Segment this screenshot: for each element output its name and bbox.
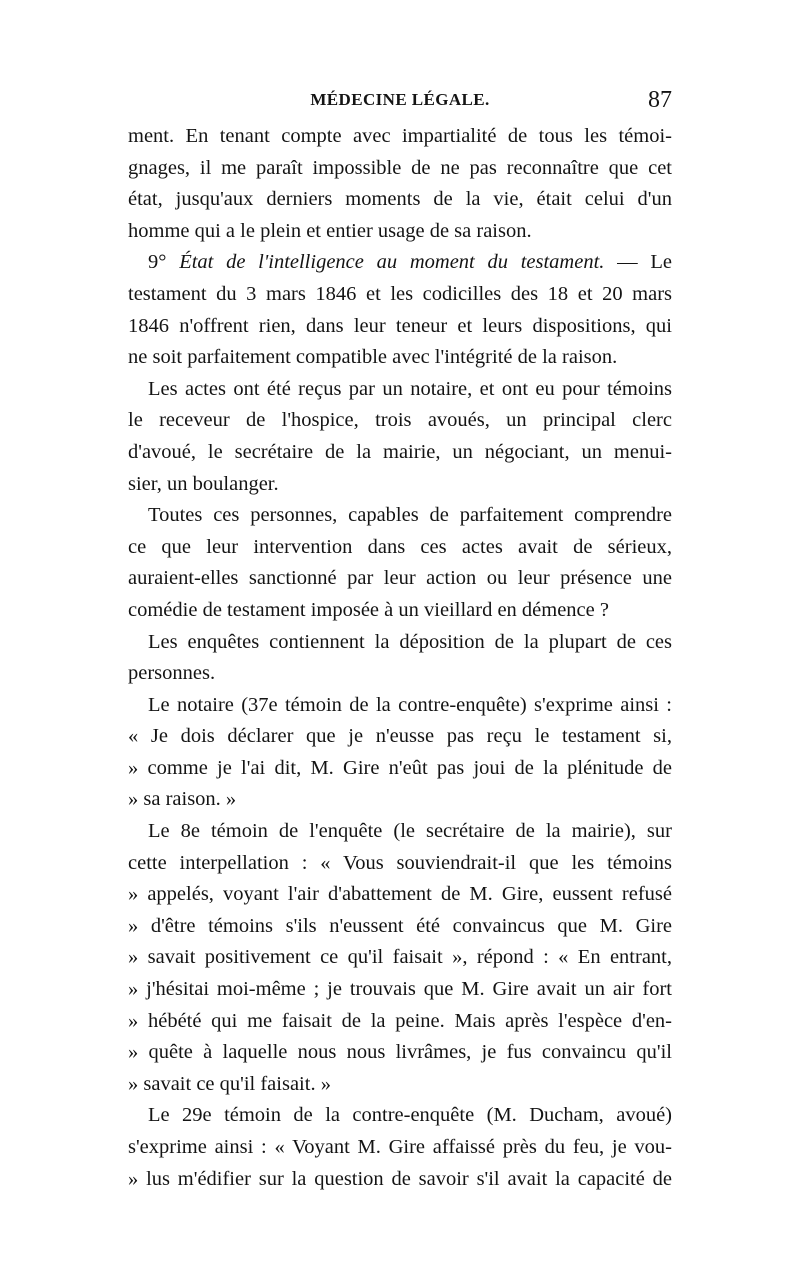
page-number: 87 [648,87,672,113]
text-line: gnages, il me paraît impossible de ne pas reconnaître que cet [128,156,672,179]
section-dash: — Le [604,251,672,274]
text-line: » quête à laquelle nous nous livrâmes, je fus convaincu qu'il [128,1041,672,1064]
running-title: MÉDECINE LÉGALE. [310,90,490,109]
text-line: » hébété qui me faisait de la peine. Mais après l'espèce d'en- [128,1009,672,1032]
text-line: état, jusqu'aux derniers moments de la vie, était celui d'un [128,188,672,211]
text-line: » appelés, voyant l'air d'abattement de M. Gire, eussent refusé [128,883,672,906]
text-line: « Je dois déclarer que je n'eusse pas reçu le testament si, [128,725,672,748]
text-line: » sa raison. » [128,788,237,811]
text-line: comédie de testament imposée à un vieillard en démence ? [128,598,609,621]
text-line: » comme je l'ai dit, M. Gire n'eût pas joui de la plénitude de [128,756,672,779]
text-line: Le 29e témoin de la contre-enquête (M. Ducham, avoué) [148,1104,672,1127]
text-line: Le 8e témoin de l'enquête (le secrétaire de la mairie), sur [148,820,672,843]
text-line: ment. En tenant compte avec impartialité de tous les témoi- [128,125,672,147]
section-title: État de l'intelligence au moment du testament. [179,251,605,274]
text-line: ce que leur intervention dans ces actes avait de sérieux, [128,535,672,558]
text-line: testament du 3 mars 1846 et les codicilles des 18 et 20 mars [128,282,672,305]
text-line: homme qui a le plein et entier usage de sa raison. [128,219,532,242]
text-line-heading [128,247,672,279]
section-number: 9° [148,251,180,274]
text-line: personnes. [128,662,216,685]
text-line: ne soit parfaitement compatible avec l'intégrité de la raison. [128,346,618,369]
text-line: Les actes ont été reçus par un notaire, et ont eu pour témoins [148,377,672,400]
text-line: » d'être témoins s'ils n'eussent été convaincus que M. Gire [128,914,672,937]
text-line: d'avoué, le secrétaire de la mairie, un négociant, un menui- [128,440,672,463]
text-line: Toutes ces personnes, capables de parfaitement comprendre [148,504,672,527]
text-line: » savait positivement ce qu'il faisait », répond : « En entrant, [128,946,672,969]
text-line: » j'hésitai moi-même ; je trouvais que M. Gire avait un air fort [128,978,672,1001]
text-line: Le notaire (37e témoin de la contre-enquête) s'exprime ainsi : [148,693,672,716]
page-header [128,87,672,120]
text-line: » lus m'édifier sur la question de savoir s'il avait la capacité de [128,1167,672,1190]
text-line: sier, un boulanger. [128,472,279,495]
text-line: » savait ce qu'il faisait. » [128,1072,331,1095]
text-line: Les enquêtes contiennent la déposition de la plupart de ces [148,630,672,653]
body-text [128,121,672,1195]
text-line: le receveur de l'hospice, trois avoués, un principal clerc [128,409,672,432]
text-line: s'exprime ainsi : « Voyant M. Gire affaissé près du feu, je vou- [128,1136,672,1158]
text-line: cette interpellation : « Vous souviendrait-il que les témoins [128,851,672,874]
text-line: auraient-elles sanctionné par leur action ou leur présence une [128,567,672,590]
text-line: 1846 n'offrent rien, dans leur teneur et leurs dispositions, qui [128,314,672,337]
